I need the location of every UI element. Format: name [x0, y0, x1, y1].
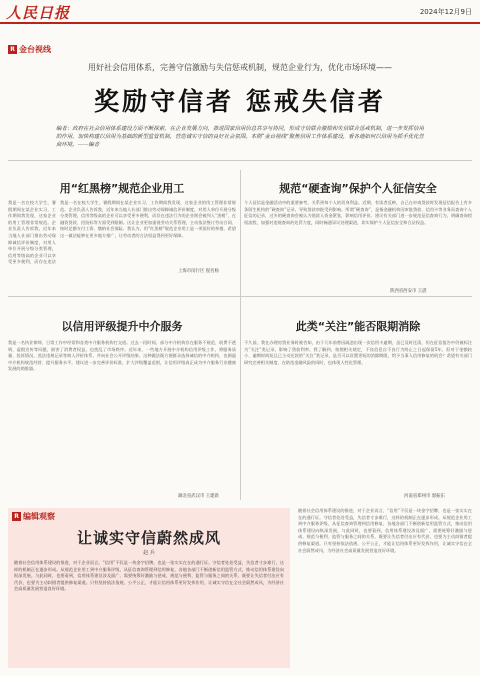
article-title: 规范“硬查询”保护个人征信安全	[279, 182, 437, 195]
newspaper-logo: 人民日报	[6, 4, 71, 22]
article-byline: 湖北省武汉市 王建新	[178, 494, 219, 499]
column-divider	[240, 170, 241, 500]
commentary-title: 让诚实守信蔚然成风	[76, 529, 221, 547]
section-tag-top	[8, 44, 51, 55]
section-tag-bottom	[12, 511, 55, 522]
article-title: 用“红黑榜”规范企业用工	[59, 182, 185, 195]
r-badge-icon: R	[8, 45, 17, 54]
lead-paragraph: 编者：政府在社会信用体系建设方面不断探索，在企业发展方向，推进国家信用信息共享与协同，形成守信联合激励和失信联合惩戒机制，进一步发挥信用的作用，加快构建以信用为基础的新型监管机制，营造诚实守信的良好社会氛围。本期“金台视线”聚焦信用工作体系建设，看各地如何以信用为抓手优化营商环境。——编者	[56, 126, 424, 148]
article-body: 我是一名执业律师，日常工作中经常和各类中介服务机构打交道。过去一段时间，部分中介机构存在服务不规范、收费不透明、虚假宣传等问题，损害了消费者权益，也扰乱了市场秩序。近年来，一些地方开展中介机构信用评级工作，将服务质量、投诉情况、违法违规记录等纳入评价体系，并向社会公开评级结果。这种做法既方便群众选择诚信的中介机构，也倒逼中介机构规范经营、提升服务水平。建议进一步完善评价标准，扩大评级覆盖范围，让信用评级真正成为中介服务行业健康发展的助推器。	[8, 340, 236, 372]
divider	[8, 296, 472, 297]
divider	[8, 160, 472, 161]
article-byline: 上海市闵行区 倪名杨	[178, 269, 219, 274]
article-byline: 河南省郑州市 郭振东	[404, 494, 445, 499]
issue-date: 2024年12月9日	[419, 8, 472, 16]
commentary-author: 赵 兵	[143, 550, 155, 556]
section-tag-label: 金台视线	[19, 45, 51, 54]
article-body-col: 我是一名在校大学生，暑假期间在某企业实习，工作期间我发现，这家企业的用工管理非常规范。企业负责人告诉我，近年来当地人社部门推出劳动保障诚信评价制度，对用人单位开展分级分类管理，信用等级高的企业可以享受更多便利，而存在违法	[8, 200, 56, 265]
article-byline: 陕西省西安市 王湛	[390, 289, 427, 294]
main-headline: 奖励守信者 惩戒失信者	[94, 87, 386, 116]
commentary-body: 随着社会信用体系建设的推进，对于企业而言，“信用”不仅是一块金字招牌，也是一张实实在在的通行证。守信者处处受益，失信者寸步难行，这样的机制正在逐步形成。从规范企业用工到中介服务评级，从征信查询管理到信用修复，各地各部门不断创新信用监管方式，推动信用体系建设向纵深发展。与此同时，也要看到，信用体系建设涉及面广，需要统筹好激励与惩戒、规范与便利、监管与服务之间的关系，既要让失信者付出应有代价，也要为主动纠错者提供修复渠道。只有坚持依法依规、公平公正，才能让信用体系更好发挥作用，让诚实守信在全社会蔚然成风，为经济社会高质量发展营造良好环境。	[14, 560, 284, 592]
article-title: 此类“关注”能否限期消除	[295, 320, 421, 333]
r-badge-icon: R	[12, 512, 21, 521]
masthead	[0, 0, 480, 24]
article-body: 个人征信是金融活动中的重要参考，关系到每个人的切身利益。近期，有读者反映，自己在申请贷款时发现征信报告上有多条陌生机构的“硬查询”记录，导致贷款审批受到影响。所谓“硬查询”，是指金融机构因审批贷款、信用卡等业务而查询个人征信的记录，过多的硬查询会被认为借款人资金紧张，影响信用评价。建议有关部门进一步规范征信查询行为，明确查询授权流程，加强对违规查询的处罚力度，同时畅通异议处理渠道，切实保护个人征信安全和合法权益。	[244, 200, 472, 225]
kicker: 用好社会信用体系，完善守信激励与失信惩戒机制，规范企业行为，优化市场环境——	[88, 63, 392, 72]
article-title: 以信用评级提升中介服务	[61, 320, 183, 333]
article-body: 不久前，我在办理房贷业务时被告知，由于几年前曾因疏忽出现一次信用卡逾期，虽已及时还清，但在征信报告中仍被标注为“关注”类记录，影响了贷款利率。我了解到，按照相关规定，不良信息自不良行为终止之日起保留5年，但对于金额较小、逾期时间短且已主动还款的“关注”类记录，是否可以设置更短的消除期限，给予当事人信用修复的机会？希望有关部门研究完善相关制度，在防范金融风险的同时，也体现人性化管理。	[244, 340, 472, 365]
section-tag-label: 编辑观察	[23, 512, 55, 521]
commentary-body-continued: 随着社会信用体系建设的推进，对于企业而言，“信用”不仅是一块金字招牌，也是一张实实在在的通行证。守信者处处受益，失信者寸步难行，这样的机制正在逐步形成。从规范企业用工到中介服务评级，从征信查询管理到信用修复，各地各部门不断创新信用监管方式，推动信用体系建设向纵深发展。与此同时，也要看到，信用体系建设涉及面广，需要统筹好激励与惩戒、规范与便利、监管与服务之间的关系，既要让失信者付出应有代价，也要为主动纠错者提供修复渠道。只有坚持依法依规、公平公正，才能让信用体系更好发挥作用，让诚实守信在全社会蔚然成风，为经济社会高质量发展营造良好环境。	[298, 508, 472, 553]
article-body: 我是一名在校大学生，暑假期间在某企业实习，工作期间我发现，这家企业的用工管理非常规范。企业负责人告诉我，近年来当地人社部门推出劳动保障诚信评价制度，对用人单位开展分级分类管理，信用等级高的企业可以享受更多便利，而存在违法行为的企业则会被列入“黑榜”，在融资贷款、招投标等方面受到限制。这让企业更加重视劳动关系管理，主动依法签订劳动合同、按时足额支付工资、缴纳社会保险。我认为，用“红黑榜”规范企业用工是一项很好的举措，希望这一做法能够在更多地方推广，让劳动者的合法权益得到更好保障。	[60, 200, 236, 238]
